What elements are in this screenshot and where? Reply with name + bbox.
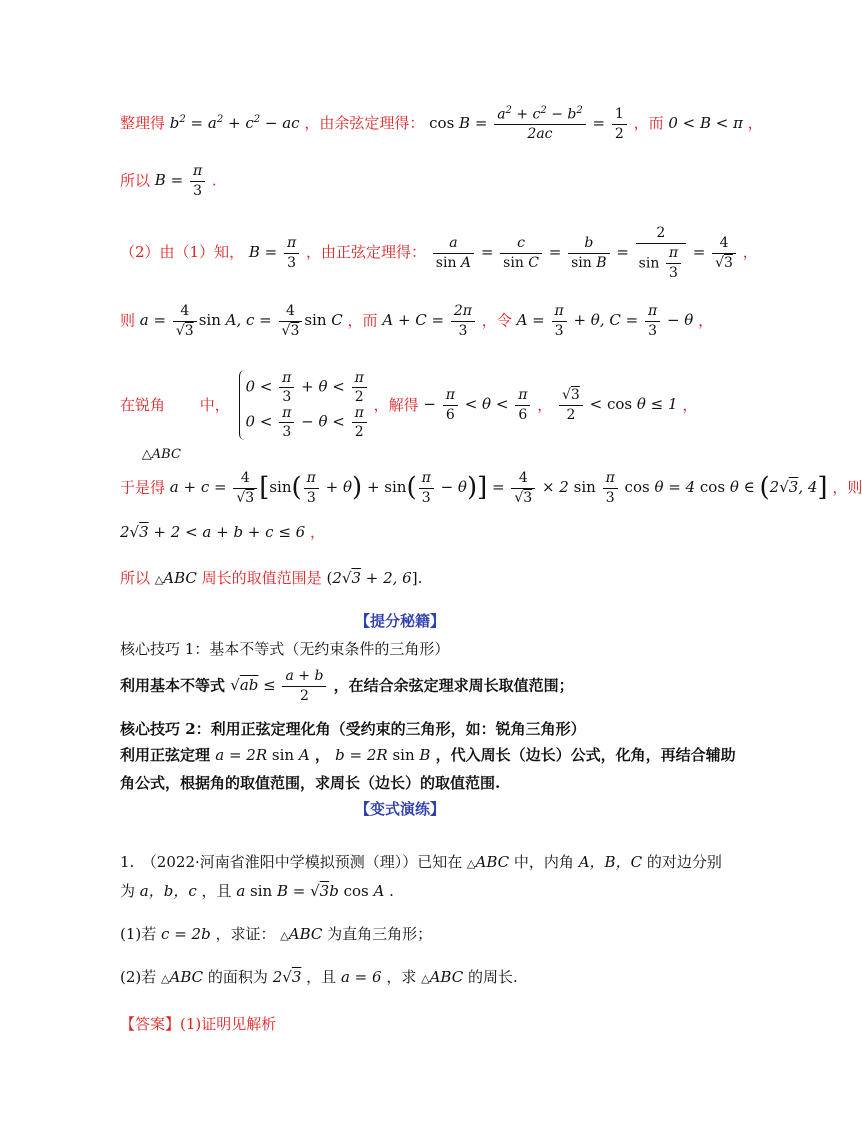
tip-1: 核心技巧 1：基本不等式（无约束条件的三角形） [120, 640, 450, 658]
formula-system: 0 < $\frac{\pi}{3}$ + θ < $\frac{\pi}{2}$ 0 < $\frac{\pi}{3}$ − θ < $\frac{\pi}{2}$ [239, 370, 369, 440]
triangle-ABC: △ABC [467, 853, 510, 871]
text: ， [742, 243, 758, 262]
text: 于是得 [120, 478, 166, 497]
solution-line-6 [120, 470, 862, 507]
text: ，则 [832, 478, 862, 497]
solution-line-2 [120, 163, 217, 200]
text: ，且 [306, 968, 337, 986]
formula-a-plus-c: a + c = $\frac{4}{√3}$ [sin( $\frac{\pi}{3}$ + θ) + sin( $\frac{\pi}{3}$ − θ)] = $\frac{4}{√3}$ × 2 sin $\frac{\pi}{3}$ cos θ = 4 cos θ ∈ (2√3, 4] [169, 470, 828, 506]
text: 中， [199, 396, 230, 415]
triangle-ABC: △ABC [161, 968, 204, 986]
triangle-ABC: △ABC [280, 925, 323, 943]
triangle-ABC: △ABC [141, 446, 181, 462]
formula-final-range: (2√3 + 2, 6]. [326, 569, 423, 587]
formula-perimeter-inequality: 2√3 + 2 < a + b + c ≤ 6 [120, 523, 306, 541]
triangle-ABC: △ABC [154, 569, 197, 587]
question-1 [120, 853, 722, 871]
answer-text: (1)证明见解析 [180, 1015, 277, 1033]
text: 利用正弦定理 [120, 746, 211, 764]
solution-line-1 [120, 105, 763, 143]
text: ， [314, 746, 330, 764]
text: 1. （2022·河南省淮阳中学模拟预测（理））已知在 [120, 853, 463, 871]
text: (1)若 [120, 925, 157, 943]
text: 则 [120, 311, 136, 330]
text: ， [682, 396, 698, 415]
text: 利用基本不等式 [120, 676, 226, 695]
angles-ABC: A，B，C [578, 853, 643, 871]
text: ，求 [386, 968, 417, 986]
text: 的对边分别 [646, 853, 722, 871]
formula-condition: a sin B = √3b cos A [236, 882, 385, 900]
text: 周长的取值范围是 [201, 569, 322, 587]
text: ， [310, 523, 326, 541]
formula-cosB: cos B = $\frac{a^2 + c^2 - b^2}{2ac}$ = $\frac{1}{2}$ [429, 114, 633, 132]
text: ， [747, 114, 763, 133]
formula-a-6: a = 6 [340, 968, 382, 986]
formula-a-c: a = $\frac{4}{√3}$ sin A, c = $\frac{4}{√3}$ sin C [139, 303, 343, 339]
formula-cos-range: $\frac{√3}{2}$ < cos θ ≤ 1 [557, 395, 678, 413]
formula-B-value: B = $\frac{\pi}{3}$ [249, 243, 301, 261]
answer-tag: 【答案】 [120, 1015, 181, 1033]
tip-1-detail [120, 668, 574, 705]
formula-theta-range: − $\frac{\pi}{6}$ < θ < $\frac{\pi}{6}$ [423, 395, 532, 413]
text: ，代入周长（边长）公式，化角，再结合辅助 [435, 746, 736, 764]
text: ，且 [201, 882, 232, 900]
solution-line-5 [120, 370, 698, 462]
solution-line-4 [120, 303, 713, 340]
formula-area: 2√3 [272, 968, 302, 986]
formula-a-2RsinA: a = 2R sin A [215, 746, 310, 764]
question-part-2 [120, 968, 518, 986]
text: 为 [120, 882, 136, 900]
tip-2-detail-2: 角公式，根据角的取值范围，求周长（边长）的取值范围. [120, 774, 501, 792]
solution-line-7 [120, 523, 325, 541]
text: ， [537, 396, 553, 415]
formula-B-value: B = $\frac{\pi}{3}$ [155, 171, 207, 189]
text: ，在结合余弦定理求周长取值范围； [333, 676, 574, 695]
question-part-1 [120, 925, 432, 943]
text: ，由正弦定理得： [306, 243, 427, 262]
text: 整理得 [120, 114, 166, 133]
text: 的周长. [467, 968, 518, 986]
text: 所以 [120, 171, 151, 190]
text: ，而 [633, 114, 664, 133]
formula-A-plus-C: A + C = $\frac{2\pi}{3}$ [382, 311, 477, 329]
formula-b2: $b^2 = a^2 + c^2$ − ac [169, 114, 300, 133]
tip-2: 核心技巧 2：利用正弦定理化角（受约束的三角形，如：锐角三角形） [120, 720, 586, 738]
text: 在锐角 [120, 396, 166, 415]
text: ，由余弦定理得： [304, 114, 425, 133]
formula-sine-law: $\frac{a}{\text{sin A}}$ = $\frac{c}{\text{sin C}}$ = $\frac{b}{\text{sin B}}$ = 2 sin $\frac{\pi}{3}$ = $\frac{4}{√3}$ [431, 243, 743, 261]
tip-2-detail [120, 746, 736, 764]
text: ， [698, 311, 714, 330]
text: . [389, 882, 394, 900]
text: ，求证： [215, 925, 276, 943]
question-1-cont [120, 882, 394, 900]
text: ，解得 [373, 396, 419, 415]
triangle-ABC: △ABC [421, 968, 464, 986]
solution-line-8 [120, 569, 422, 587]
sides-abc: a，b，c [139, 882, 197, 900]
text: 的面积为 [207, 968, 268, 986]
formula-am-gm: √ab ≤ $\frac{a + b}{2}$ [230, 676, 328, 694]
heading-tips: 【提分秘籍】 [354, 612, 445, 630]
formula-b-2RsinB: b = 2R sin B [335, 746, 431, 764]
text: . [211, 171, 217, 190]
formula-range-B: 0 < B < π [668, 114, 743, 133]
solution-line-3 [120, 225, 758, 281]
formula-c-2b: c = 2b [161, 925, 211, 943]
text: 为直角三角形； [327, 925, 433, 943]
heading-exercises: 【变式演练】 [354, 800, 445, 818]
text: 所以 [120, 569, 151, 587]
text: ，令 [481, 311, 512, 330]
text: ，而 [347, 311, 378, 330]
answer-line [120, 1015, 276, 1033]
text: （2）由（1）知， [120, 243, 245, 262]
text: (2)若 [120, 968, 157, 986]
text: 中，内角 [513, 853, 574, 871]
formula-substitution: A = $\frac{\pi}{3}$ + θ, C = $\frac{\pi}{3}$ − θ [516, 303, 694, 339]
